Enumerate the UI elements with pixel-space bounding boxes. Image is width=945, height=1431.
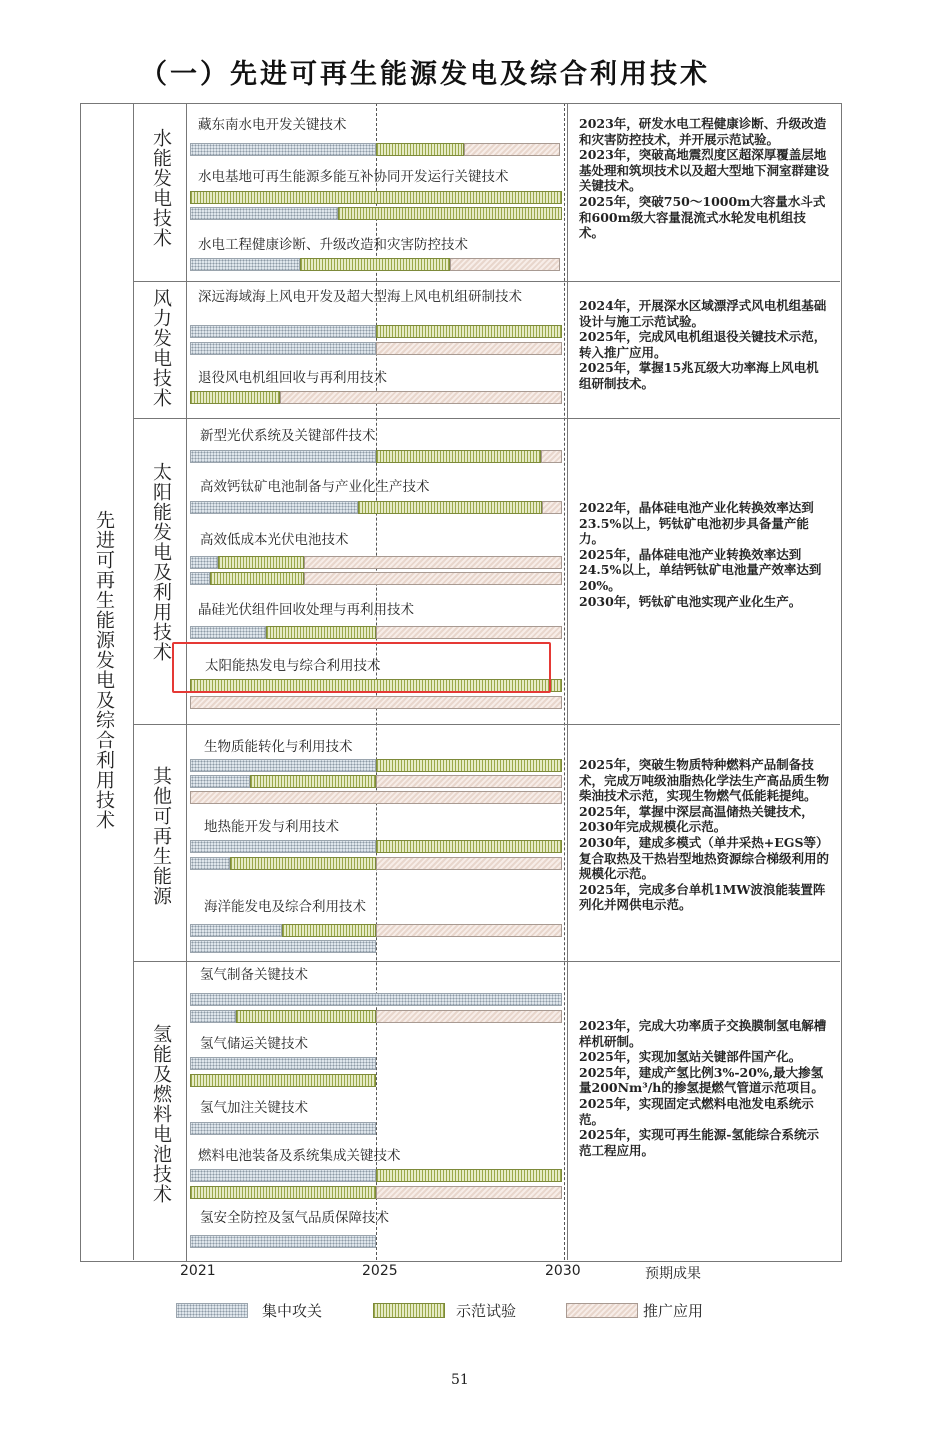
bar-focus	[190, 1122, 376, 1135]
tech-item: 海洋能发电及综合利用技术	[204, 899, 366, 915]
results-hydro: 2023年，研发水电工程健康诊断、升级改造和灾害防控技术，并开展示范试验。 2023年，突破高地震烈度区超深厚覆盖层地基处理和筑坝技术以及超大型地下洞室群建设关键技术。 2025年，突破750～1000m大容量水斗式和600m级大容量混流式水轮发电机组技术。	[579, 116, 830, 241]
bar-demo	[376, 1169, 562, 1182]
section-label-other: 其他可再生能源	[150, 766, 172, 906]
tech-item: 水电基地可再生能源多能互补协同开发运行关键技术	[198, 169, 509, 185]
bar-demo	[230, 857, 376, 870]
bar-promo	[376, 626, 562, 639]
tech-item: 晶硅光伏组件回收处理与再利用技术	[198, 602, 414, 618]
bar-promo	[304, 572, 562, 585]
section-label-hydro: 水能发电技术	[150, 128, 172, 248]
results-other: 2025年，突破生物质特种燃料产品制备技术，完成万吨级油脂热化学法生产高品质生物柴油技术示范，实现生物燃气低能耗提纯。 2025年，掌握中深层高温储热关键技术，2030年完成规模化示范。 2030年，建成多模式（单井采热+EGS等）复合取热及干热岩型地热资源综合梯级利用的规模化示范。 2025年，完成多台单机1MW波浪能装置阵列化并网供电示范。	[579, 757, 830, 913]
bar-focus	[190, 857, 230, 870]
bar-focus	[190, 207, 338, 220]
bar-demo	[300, 258, 450, 271]
legend-label-promo: 推广应用	[643, 1302, 704, 1320]
bar-focus	[190, 840, 376, 853]
tech-item: 藏东南水电开发关键技术	[198, 117, 347, 133]
bar-focus	[190, 1169, 376, 1182]
bar-focus	[190, 1235, 376, 1248]
tech-item: 水电工程健康诊断、升级改造和灾害防控技术	[198, 237, 468, 253]
bar-focus	[190, 993, 562, 1006]
tech-item-highlighted: 太阳能热发电与综合利用技术	[205, 658, 381, 674]
bar-demo	[236, 1010, 376, 1023]
section-label-solar: 太阳能发电及利用技术	[150, 462, 172, 662]
bar-focus	[190, 1010, 236, 1023]
section-label-wind: 风力发电技术	[150, 288, 172, 408]
bar-demo	[190, 391, 280, 404]
bar-focus	[190, 1057, 376, 1070]
tech-item: 退役风电机组回收与再利用技术	[198, 370, 387, 386]
legend-swatch-focus	[176, 1303, 248, 1318]
bar-demo	[250, 775, 376, 788]
tech-item: 氢气制备关键技术	[200, 967, 308, 983]
bar-promo	[376, 342, 562, 355]
bar-demo	[190, 1186, 376, 1199]
category-label: 先进可再生能源发电及综合利用技术	[93, 510, 115, 830]
bar-demo	[282, 924, 376, 937]
bar-focus	[190, 450, 376, 463]
bar-promo	[280, 391, 562, 404]
bar-focus	[190, 759, 376, 772]
axis-label-2021: 2021	[180, 1263, 216, 1279]
bar-focus	[190, 325, 376, 338]
bar-demo	[210, 572, 304, 585]
bar-promo	[450, 258, 560, 271]
bar-focus	[190, 258, 300, 271]
bar-promo	[376, 1010, 562, 1023]
bar-promo	[190, 791, 562, 804]
section-label-hydrogen: 氢能及燃料电池技术	[150, 1024, 172, 1204]
bar-focus	[190, 775, 250, 788]
bar-demo	[218, 556, 304, 569]
bar-focus	[190, 626, 266, 639]
tech-item: 燃料电池装备及系统集成关键技术	[198, 1148, 401, 1164]
bar-promo	[541, 450, 562, 463]
bar-focus	[190, 342, 376, 355]
bar-demo	[376, 759, 562, 772]
bar-promo	[376, 857, 562, 870]
bar-focus	[190, 940, 376, 953]
legend-label-demo: 示范试验	[456, 1302, 517, 1320]
axis-label-results: 预期成果	[645, 1266, 701, 1282]
tech-item: 新型光伏系统及关键部件技术	[200, 428, 376, 444]
bar-promo	[190, 696, 562, 709]
legend-swatch-promo	[566, 1303, 638, 1318]
tech-item: 生物质能转化与利用技术	[204, 739, 353, 755]
bar-promo	[376, 1186, 562, 1199]
bar-demo	[190, 1074, 376, 1087]
bar-focus	[190, 143, 376, 156]
bar-promo	[376, 924, 562, 937]
page-title: （一）先进可再生能源发电及综合利用技术	[140, 59, 710, 90]
bar-demo	[376, 143, 464, 156]
bar-promo	[464, 143, 560, 156]
results-solar: 2022年，晶体硅电池产业化转换效率达到23.5%以上，钙钛矿电池初步具备量产能力。 2025年，晶体硅电池产业转换效率达到24.5%以上，单结钙钛矿电池量产效率达到20%。 2030年，钙钛矿电池实现产业化生产。	[579, 500, 822, 609]
bar-demo	[376, 840, 562, 853]
tech-item: 深远海域海上风电开发及超大型海上风电机组研制技术	[198, 289, 522, 305]
axis-label-2025: 2025	[362, 1263, 398, 1279]
tech-item: 高效钙钛矿电池制备与产业化生产技术	[200, 479, 430, 495]
bar-focus	[190, 501, 358, 514]
bar-demo	[376, 325, 562, 338]
page-number: 51	[451, 1372, 469, 1388]
bar-promo	[304, 556, 562, 569]
highlight-box	[172, 642, 551, 693]
tech-item: 氢气储运关键技术	[200, 1036, 308, 1052]
bar-focus	[190, 572, 210, 585]
legend-swatch-demo	[373, 1303, 445, 1318]
bar-focus	[190, 556, 218, 569]
tech-item: 氢气加注关键技术	[200, 1100, 308, 1116]
tech-item: 地热能开发与利用技术	[204, 819, 339, 835]
results-wind: 2024年，开展深水区域漂浮式风电机组基础设计与施工示范试验。 2025年，完成风电机组退役关键技术示范，转入推广应用。 2025年，掌握15兆瓦级大功率海上风电机组研制技术。	[579, 298, 827, 391]
bar-promo	[542, 501, 562, 514]
bar-demo	[358, 501, 542, 514]
bar-promo	[376, 775, 562, 788]
bar-demo	[376, 450, 541, 463]
legend-label-focus: 集中攻关	[262, 1302, 323, 1320]
bar-focus	[190, 924, 282, 937]
bar-demo	[266, 626, 376, 639]
bar-demo	[338, 207, 562, 220]
tech-item: 高效低成本光伏电池技术	[200, 532, 349, 548]
results-hydrogen: 2023年，完成大功率质子交换膜制氢电解槽样机研制。 2025年，实现加氢站关键部件国产化。 2025年，建成产氢比例3%-20%,最大掺氢量200Nm³/h的掺氢提燃气管道示范项目。 2025年，实现固定式燃料电池发电系统示范。 2025年，实现可再生能源-氢能综合系统示范工程应用。	[579, 1018, 827, 1158]
bar-demo	[190, 191, 562, 204]
axis-label-2030: 2030	[545, 1263, 581, 1279]
tech-item: 氢安全防控及氢气品质保障技术	[200, 1210, 389, 1226]
